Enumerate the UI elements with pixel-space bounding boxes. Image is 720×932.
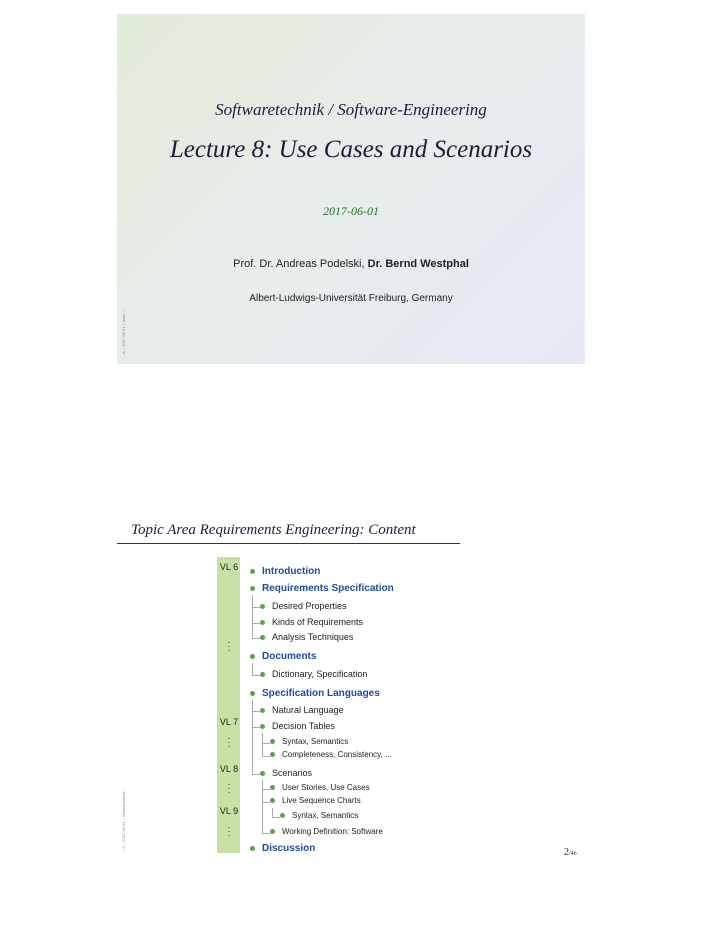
bullet-icon: [270, 752, 275, 757]
outline-item-text: Dictionary, Specification: [272, 669, 368, 679]
outline-item-text: Kinds of Requirements: [272, 617, 364, 627]
outline-item-text: User Stories, Use Cases: [282, 783, 370, 792]
tree-connector: [252, 711, 260, 712]
outline-item-level-2: [260, 617, 363, 627]
outline-item-text: Desired Properties: [272, 601, 347, 611]
bullet-icon: [280, 813, 285, 818]
outline-item-level-2: [260, 632, 353, 642]
content-tree: [117, 512, 585, 862]
outline-item-level-1: [250, 688, 380, 699]
outline-item-text: Decision Tables: [272, 721, 335, 731]
outline-item-text: Scenarios: [272, 768, 313, 778]
outline-item-level-2: [260, 601, 347, 611]
outline-item-level-2: [260, 768, 312, 778]
lecture-date: 2017-06-01: [323, 204, 379, 218]
tree-connector: [262, 756, 270, 757]
continuation-dots: · · ·: [227, 733, 231, 751]
tree-connector: [252, 607, 260, 608]
content-slide: [117, 512, 585, 862]
bullet-icon: [270, 739, 275, 744]
outline-item-text: Discussion: [262, 843, 316, 854]
tree-connector: [252, 675, 260, 676]
tree-connector: [252, 623, 260, 624]
outline-item-text: Completeness, Consistency, ...: [282, 750, 392, 759]
outline-item-level-4: [280, 811, 358, 820]
outline-item-text: Introduction: [262, 566, 321, 577]
slide-title: Topic Area Requirements Engineering: Content: [131, 522, 416, 538]
tree-connector: [272, 808, 273, 817]
outline-item-text: Analysis Techniques: [272, 632, 354, 642]
outline-item-level-1: [250, 566, 320, 577]
bullet-icon: [250, 569, 255, 574]
title-slide: [117, 14, 585, 364]
lecture-label: VL 8: [219, 764, 239, 774]
authors: [117, 258, 585, 270]
author-regular: Prof. Dr. Andreas Podelski,: [233, 258, 368, 270]
tree-connector: [262, 743, 270, 744]
outline-item-text: Working Definition: Software: [282, 827, 383, 836]
tree-connector: [252, 774, 260, 775]
affiliation: Albert-Ludwigs-Universität Freiburg, Germany: [249, 293, 453, 304]
page-number: [564, 847, 577, 858]
bullet-icon: [250, 691, 255, 696]
course-subtitle: Softwaretechnik / Software-Engineering: [215, 100, 487, 119]
bullet-icon: [260, 635, 265, 640]
tree-connector: [262, 789, 270, 790]
outline-item-text: Documents: [262, 651, 317, 662]
bullet-icon: [270, 829, 275, 834]
tree-connector: [252, 638, 260, 639]
lecture-label: VL 7: [219, 717, 239, 727]
outline-item-level-1: [250, 843, 315, 854]
page-total: /46: [569, 851, 577, 857]
continuation-dots: · · ·: [227, 637, 231, 655]
tree-connector: [272, 817, 280, 818]
tree-connector: [262, 733, 263, 756]
bullet-icon: [270, 798, 275, 803]
tree-connector: [262, 802, 270, 803]
bullet-icon: [260, 620, 265, 625]
tree-connector: [252, 727, 260, 728]
outline-item-level-3: [270, 796, 361, 805]
outline-item-level-3: [270, 750, 392, 759]
lecture-label: VL 6: [219, 562, 239, 572]
bullet-icon: [260, 708, 265, 713]
slide-side-label: – 8 – 2017-06-01 – Sblockcontent –: [121, 788, 126, 852]
outline-item-level-3: [270, 783, 370, 792]
lecture-title: Lecture 8: Use Cases and Scenarios: [169, 136, 533, 163]
outline-item-level-2: [260, 669, 367, 679]
outline-item-level-1: [250, 583, 394, 594]
tree-connector: [262, 833, 270, 834]
lecture-label: VL 9: [219, 806, 239, 816]
tree-connector: [262, 780, 263, 833]
bullet-icon: [270, 785, 275, 790]
outline-item-text: Live Sequence Charts: [282, 796, 361, 805]
page-current: 2: [564, 847, 569, 858]
outline-item-text: Requirements Specification: [262, 583, 394, 594]
continuation-dots: · · ·: [227, 779, 231, 797]
author-bold: Dr. Bernd Westphal: [367, 258, 469, 270]
outline-item-level-2: [260, 721, 335, 731]
bullet-icon: [250, 654, 255, 659]
outline-item-text: Syntax, Semantics: [282, 737, 349, 746]
outline-item-level-3: [270, 737, 348, 746]
continuation-dots: · · ·: [227, 822, 231, 840]
tree-connector: [252, 595, 253, 638]
tree-connector: [252, 700, 253, 774]
tree-connector: [252, 663, 253, 675]
slide-side-label: – 8 – 2017-06-01 – main –: [121, 310, 126, 357]
bullet-icon: [260, 604, 265, 609]
bullet-icon: [250, 586, 255, 591]
bullet-icon: [250, 846, 255, 851]
outline-item-text: Syntax, Semantics: [292, 811, 359, 820]
outline-item-text: Specification Languages: [262, 688, 380, 699]
bullet-icon: [260, 672, 265, 677]
bullet-icon: [260, 724, 265, 729]
outline-item-level-1: [250, 651, 316, 662]
outline-item-text: Natural Language: [272, 705, 344, 715]
outline-item-level-2: [260, 705, 344, 715]
outline-item-level-3: [270, 827, 383, 836]
bullet-icon: [260, 771, 265, 776]
